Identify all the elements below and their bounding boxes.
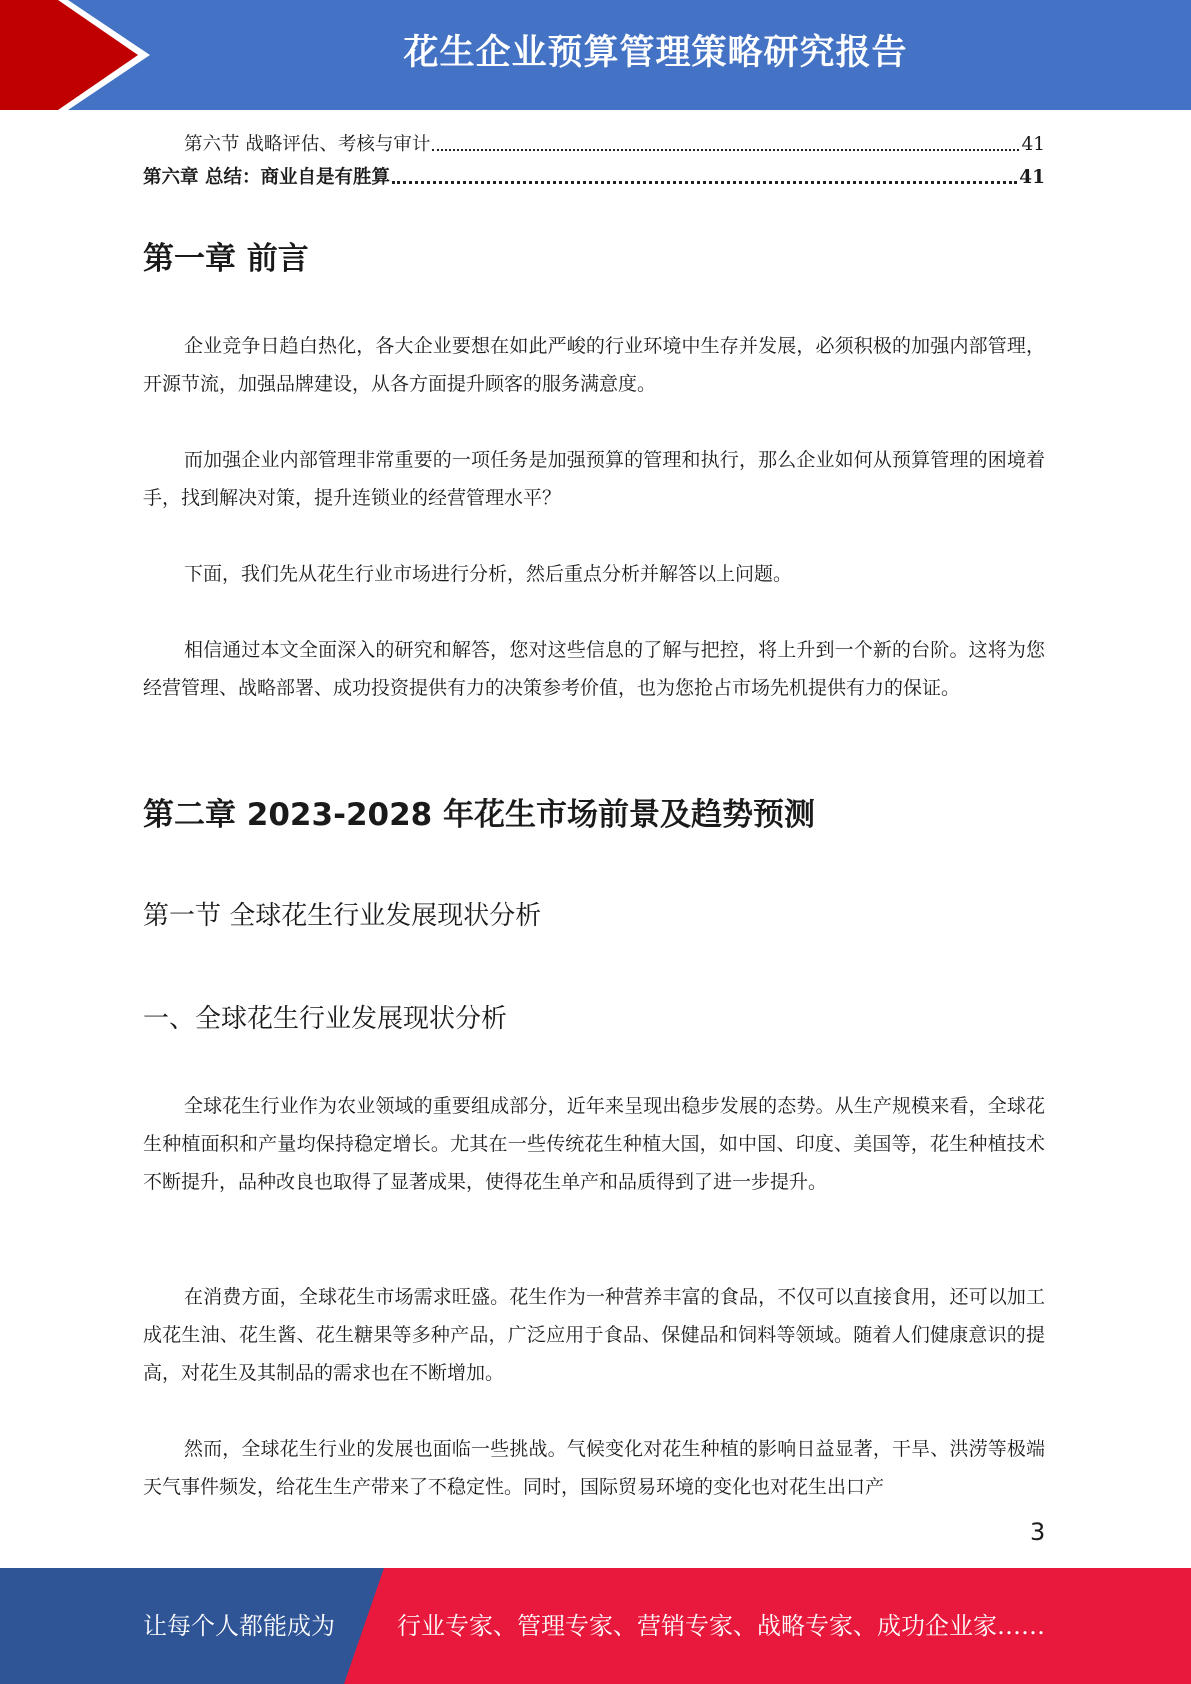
toc-entry-section[interactable] [143,130,1045,156]
page-header [0,0,1191,110]
page-number: 3 [1030,1518,1046,1546]
toc-entry-page: 41 [1021,134,1045,155]
paragraph: 企业竞争日趋白热化，各大企业要想在如此严峻的行业环境中生存并发展，必须积极的加强内部管理，开源节流，加强品牌建设，从各方面提升顾客的服务满意度。 [143,335,1045,395]
paragraph: 全球花生行业作为农业领域的重要组成部分，近年来呈现出稳步发展的态势。从生产规模来看，全球花生种植面积和产量均保持稳定增长。尤其在一些传统花生种植大国，如中国、印度、美国等，花生种植技术不断提升，品种改良也取得了显著成果，使得花生单产和品质得到了进一步提升。 [143,1095,1045,1193]
paragraph: 而加强企业内部管理非常重要的一项任务是加强预算的管理和执行，那么企业如何从预算管理的困境着手，找到解决对策，提升连锁业的经营管理水平？ [143,449,1045,509]
paragraph: 然而，全球花生行业的发展也面临一些挑战。气候变化对花生种植的影响日益显著，干旱、洪涝等极端天气事件频发，给花生生产带来了不稳定性。同时，国际贸易环境的变化也对花生出口产 [143,1438,1045,1498]
report-title: 花生企业预算管理策略研究报告 [403,33,908,73]
chapter-heading: 第二章 2023-2028 年花生市场前景及趋势预测 [143,797,816,833]
section-heading: 第一节 全球花生行业发展现状分析 [143,901,542,931]
page-footer [0,1568,1191,1684]
header-chevron-decoration [0,0,160,110]
subsection-heading: 一、全球花生行业发展现状分析 [143,1004,508,1034]
paragraph: 相信通过本文全面深入的研究和解答，您对这些信息的了解与把控，将上升到一个新的台阶。这将为您经营管理、战略部署、成功投资提供有力的决策参考价值，也为您抢占市场先机提供有力的保证。 [143,639,1045,699]
toc-entry-label: 第六节 战略评估、考核与审计 [184,134,431,155]
chapter-heading: 第一章 前言 [143,241,309,277]
toc-entry-page: 41 [1019,167,1045,188]
toc-entry-label: 第六章 总结：商业自是有胜算 [143,167,390,188]
toc-leader-dots [392,181,1017,184]
paragraph: 在消费方面，全球花生市场需求旺盛。花生作为一种营养丰富的食品，不仅可以直接食用，还可以加工成花生油、花生酱、花生糖果等多种产品，广泛应用于食品、保健品和饲料等领域。随着人们健康意识的提高，对花生及其制品的需求也在不断增加。 [143,1286,1045,1384]
toc-leader-dots [432,149,1019,151]
footer-slogan-left: 让每个人都能成为 [143,1612,335,1640]
paragraph: 下面，我们先从花生行业市场进行分析，然后重点分析并解答以上问题。 [184,563,793,585]
toc-entry-chapter[interactable] [143,163,1045,189]
footer-slogan-right: 行业专家、管理专家、营销专家、战略专家、成功企业家…… [397,1612,1045,1640]
